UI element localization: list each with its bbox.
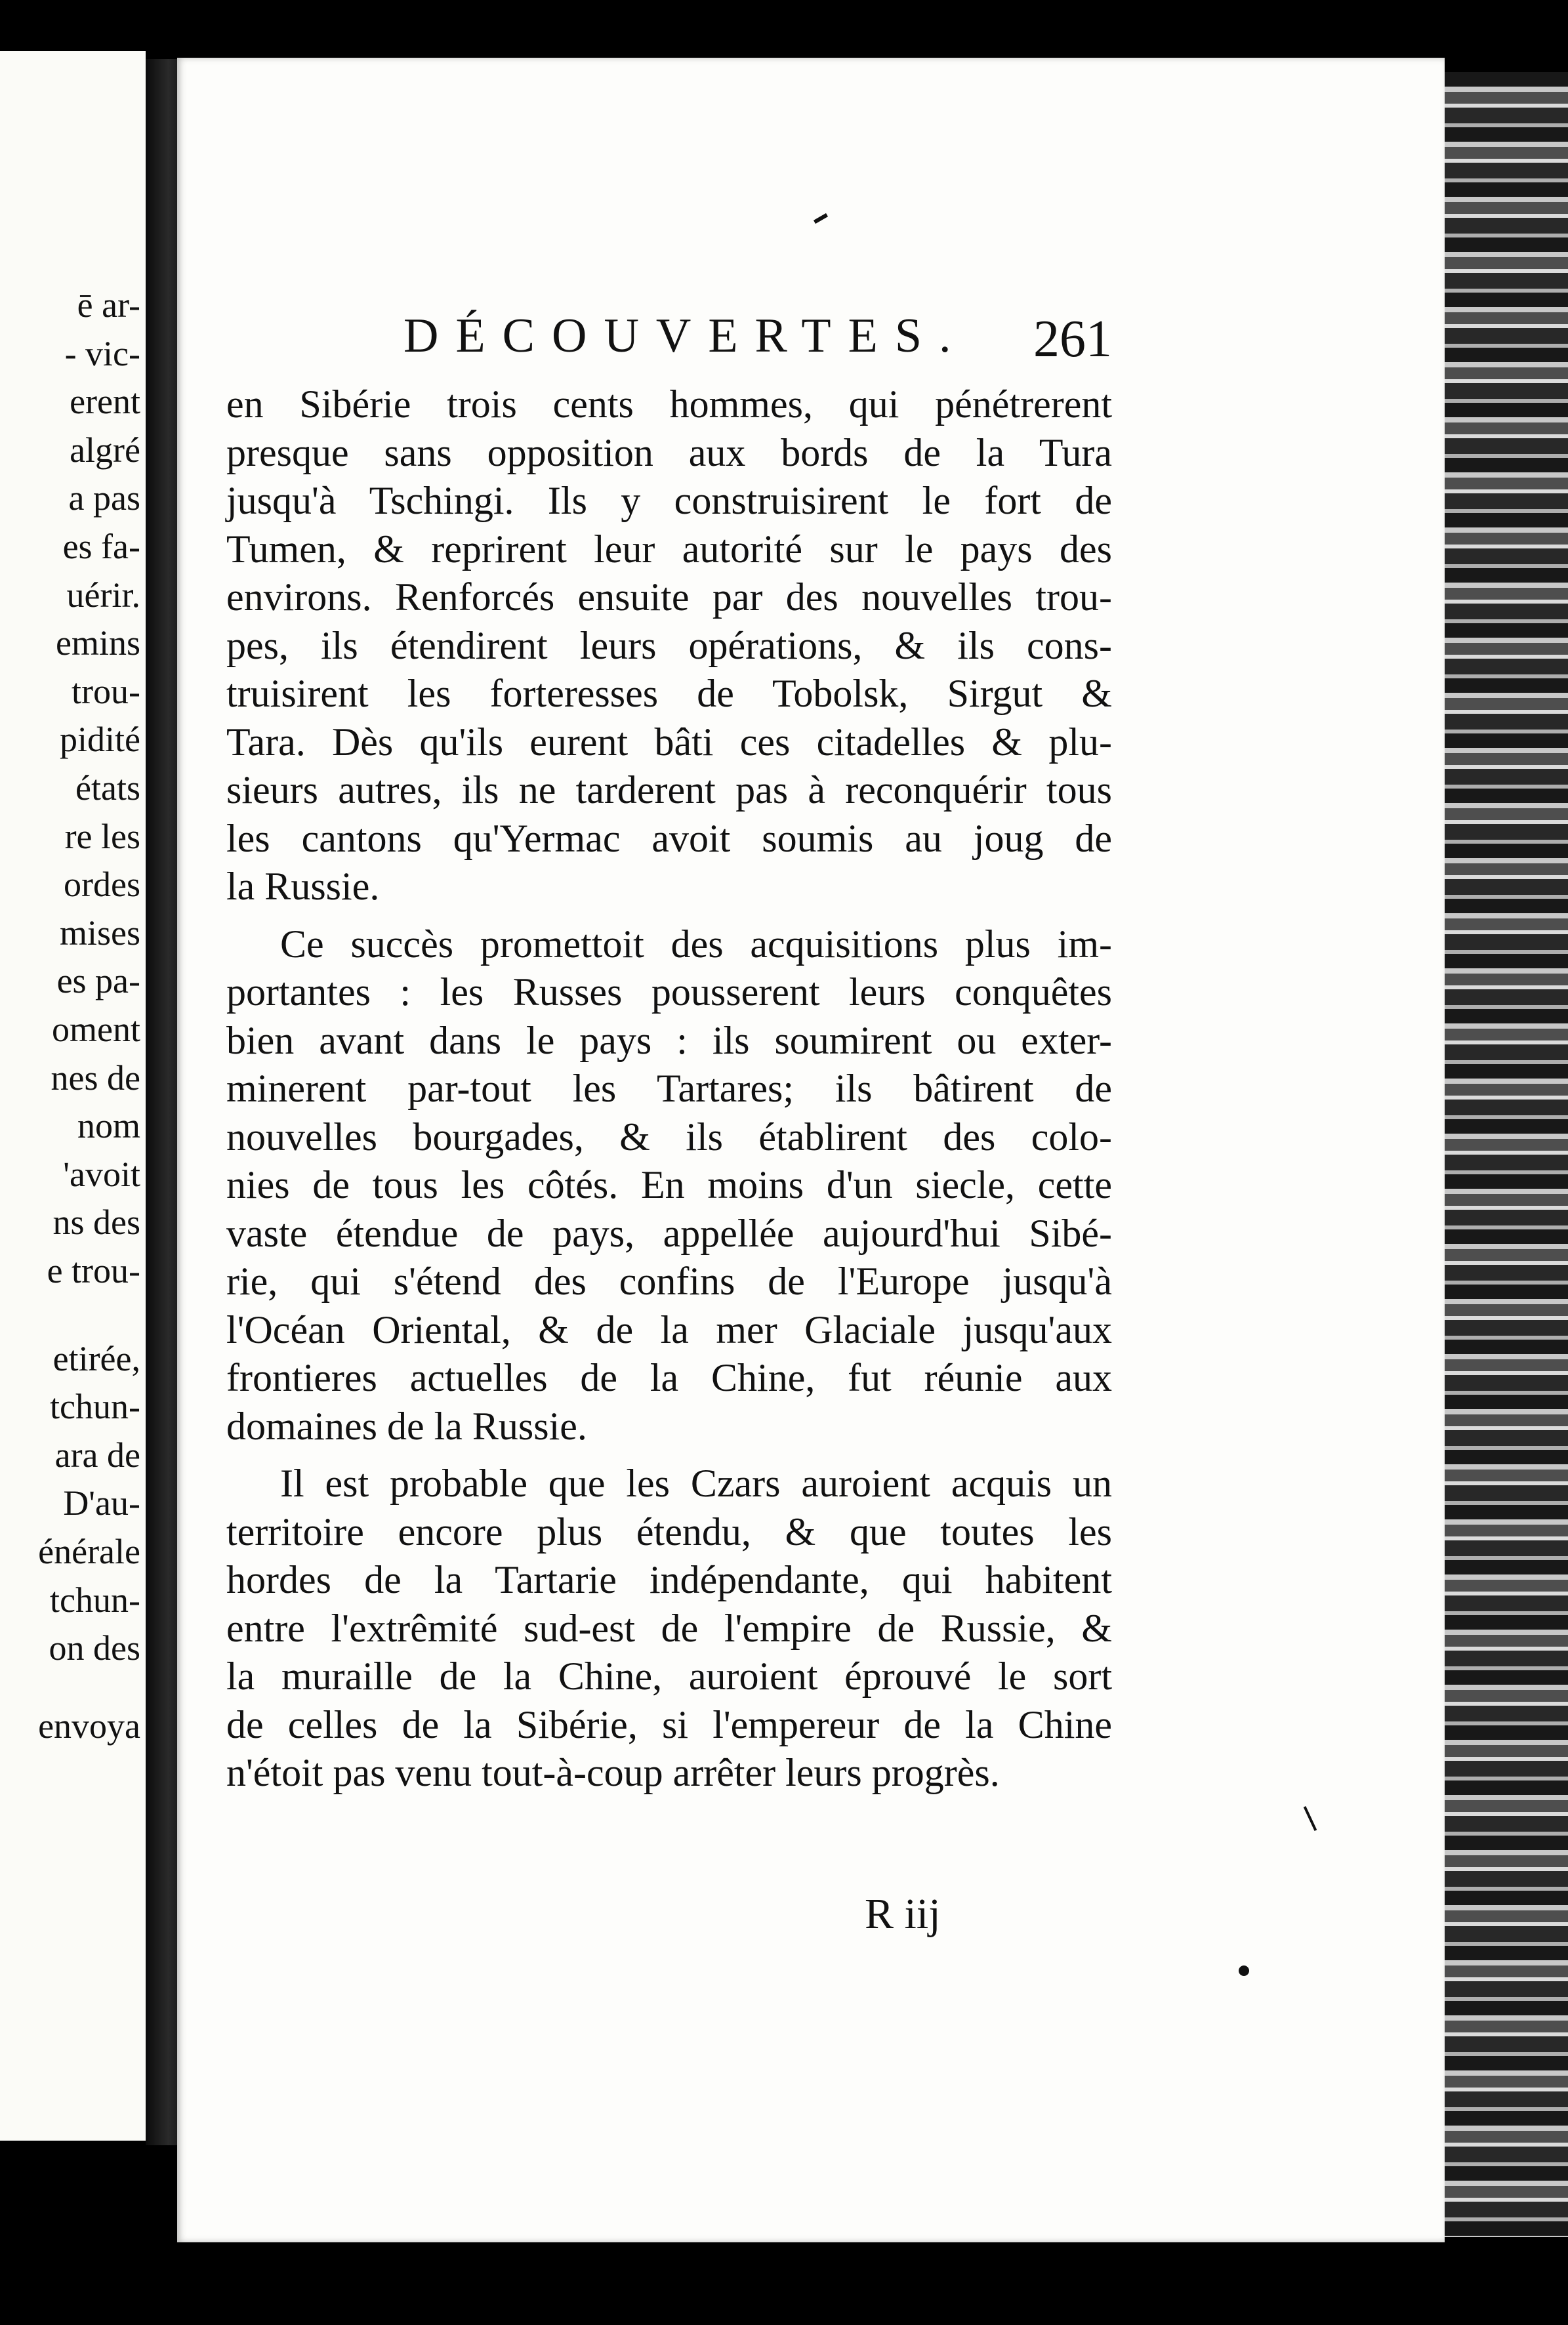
ink-speck	[1239, 1965, 1249, 1976]
facing-page-line: algré	[70, 430, 140, 470]
facing-page-line: pidité	[60, 720, 140, 760]
facing-page-line: ara de	[54, 1435, 140, 1475]
text-line: rie, qui s'étend des confins de l'Europe jusqu'à	[226, 1260, 1112, 1303]
text-line: de celles de la Sibérie, si l'empereur de la Chine	[226, 1702, 1112, 1746]
text-line: jusqu'à Tschingi. Ils y construisirent le fort de	[226, 479, 1112, 522]
text-line: sieurs autres, ils ne tarderent pas à reconquérir tous	[226, 768, 1112, 812]
paragraph-gap	[226, 911, 1112, 920]
facing-page-line: mises	[59, 913, 140, 953]
page-edges	[1443, 72, 1568, 2237]
text-line: Il est probable que les Czars auroient acquis un	[280, 1462, 1112, 1505]
facing-page-line: ē ar-	[77, 285, 140, 325]
facing-page-line: tchun-	[50, 1387, 140, 1427]
facing-page-line: nes de	[51, 1058, 140, 1098]
facing-page-line: - vic-	[64, 333, 140, 373]
paragraph-gap	[226, 1451, 1112, 1460]
page-number: 261	[1033, 310, 1112, 368]
text-line: truisirent les forteresses de Tobolsk, Sirgut &	[226, 672, 1112, 715]
text-line: vaste étendue de pays, appellée aujourd'hui Sibé-	[226, 1211, 1112, 1255]
facing-page-line: nom	[77, 1106, 140, 1146]
text-line: la muraille de la Chine, auroient éprouvé le sort	[226, 1655, 1112, 1698]
text-line: Ce succès promettoit des acquisitions plus im-	[280, 922, 1112, 966]
facing-page-line: on des	[49, 1628, 140, 1668]
facing-page-line: e trou-	[47, 1251, 140, 1290]
text-line: frontieres actuelles de la Chine, fut réunie aux	[226, 1356, 1112, 1399]
text-line: Tumen, & reprirent leur autorité sur le pays des	[226, 527, 1112, 571]
facing-page-line: énérale	[38, 1532, 140, 1571]
text-line: territoire encore plus étendu, & que toutes les	[226, 1510, 1112, 1553]
text-line: nouvelles bourgades, & ils établirent des colo-	[226, 1115, 1112, 1159]
text-line: domaines de la Russie.	[226, 1404, 587, 1448]
facing-page-line: tchun-	[50, 1580, 140, 1620]
facing-page-line: etirée,	[52, 1338, 140, 1378]
facing-page-line: ns des	[52, 1203, 140, 1243]
text-line: en Sibérie trois cents hommes, qui pénétrerent	[226, 382, 1112, 426]
facing-page-line: a pas	[68, 478, 140, 518]
text-line: bien avant dans le pays : ils soumirent ou exter-	[226, 1018, 1112, 1062]
signature-mark: R iij	[865, 1890, 941, 1938]
text-line: entre l'extrêmité sud-est de l'empire de Russie, &	[226, 1606, 1112, 1650]
running-title: DÉCOUVERTES.	[403, 309, 968, 363]
facing-page-line: envoya	[38, 1706, 140, 1746]
text-line: portantes : les Russes pousserent leurs conquêtes	[226, 970, 1112, 1014]
text-line: minerent par-tout les Tartares; ils bâtirent de	[226, 1067, 1112, 1110]
facing-page-line: trou-	[72, 671, 140, 711]
text-line: n'étoit pas venu tout-à-coup arrêter leurs progrès.	[226, 1751, 1000, 1794]
facing-page-line: es fa-	[62, 527, 140, 566]
text-line: les cantons qu'Yermac avoit soumis au joug de	[226, 816, 1112, 860]
text-line: la Russie.	[226, 865, 380, 908]
body-text	[226, 381, 1112, 1798]
text-line: Tara. Dès qu'ils eurent bâti ces citadelles & plu-	[226, 720, 1112, 764]
facing-page-line: ordes	[64, 865, 140, 905]
facing-page-line: uérir.	[66, 575, 140, 615]
facing-page-line: oment	[52, 1010, 140, 1049]
facing-page-line: états	[75, 768, 140, 808]
text-line: pes, ils étendirent leurs opérations, & ils cons-	[226, 623, 1112, 667]
text-line: presque sans opposition aux bords de la Tura	[226, 430, 1112, 474]
page-header	[226, 308, 1112, 367]
facing-page-line: re les	[64, 816, 140, 856]
facing-page	[0, 51, 146, 2141]
text-line: environs. Renforcés ensuite par des nouvelles trou-	[226, 575, 1112, 619]
facing-page-line: es pa-	[56, 961, 140, 1001]
text-line: nies de tous les côtés. En moins d'un siecle, cette	[226, 1163, 1112, 1206]
facing-page-line: D'au-	[63, 1483, 140, 1523]
text-line: hordes de la Tartarie indépendante, qui habitent	[226, 1558, 1112, 1601]
facing-page-line: 'avoit	[63, 1154, 140, 1194]
facing-page-line: erent	[70, 382, 140, 422]
text-line: l'Océan Oriental, & de la mer Glaciale jusqu'aux	[226, 1307, 1112, 1351]
facing-page-line: emins	[56, 623, 140, 663]
